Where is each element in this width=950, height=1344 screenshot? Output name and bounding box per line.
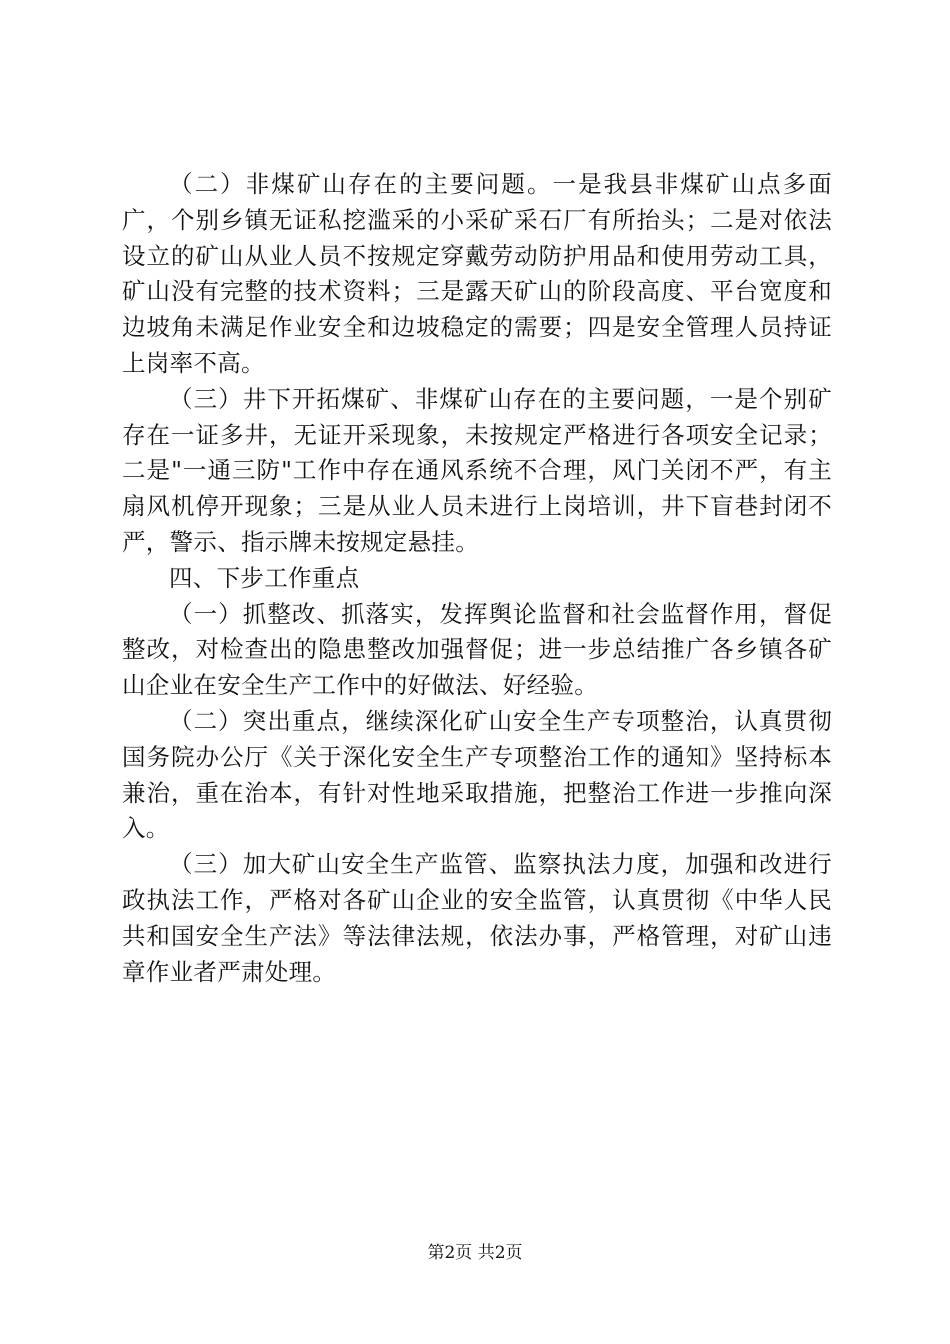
paragraph-law-enforcement: （三）加大矿山安全生产监管、监察执法力度，加强和改进行政执法工作，严格对各矿山企业的安全监管，认真贯彻《中华人民共和国安全生产法》等法律法规，依法办事，严格管理，对矿山违章作业者严肃处理。 [122,850,832,986]
paragraph-rectification: （一）抓整改、抓落实，发挥舆论监督和社会监督作用，督促整改，对检查出的隐患整改加强督促；进一步总结推广各乡镇各矿山企业在安全生产工作中的好做法、好经验。 [122,599,832,700]
document-body [122,167,832,990]
paragraph-special-remediation: （二）突出重点，继续深化矿山安全生产专项整治，认真贯彻国务院办公厅《关于深化安全生产专项整治工作的通知》坚持标本兼治，重在治本，有针对性地采取措施，把整治工作进一步推向深入。 [122,706,832,843]
section-heading-next-steps: 四、下步工作重点 [169,563,360,592]
paragraph-non-coal-mine-issues: （二）非煤矿山存在的主要问题。一是我县非煤矿山点多面广，个别乡镇无证私挖滥采的小采矿采石厂有所抬头；二是对依法设立的矿山从业人员不按规定穿戴劳动防护用品和使用劳动工具，矿山没有完整的技术资料；三是露天矿山的阶段高度、平台宽度和边坡角未满足作业安全和边坡稳定的需要；四是安全管理人员持证上岗率不高。 [122,170,832,377]
paragraph-underground-mine-issues: （三）井下开拓煤矿、非煤矿山存在的主要问题，一是个别矿存在一证多井，无证开采现象，未按规定严格进行各项安全记录；二是"一通三防"工作中存在通风系统不合理，风门关闭不严，有主扇风机停开现象；三是从业人员未进行上岗培训，井下盲巷封闭不严，警示、指示牌未按规定悬挂。 [122,384,832,556]
page-footer: 第2页 共2页 [427,1243,523,1263]
